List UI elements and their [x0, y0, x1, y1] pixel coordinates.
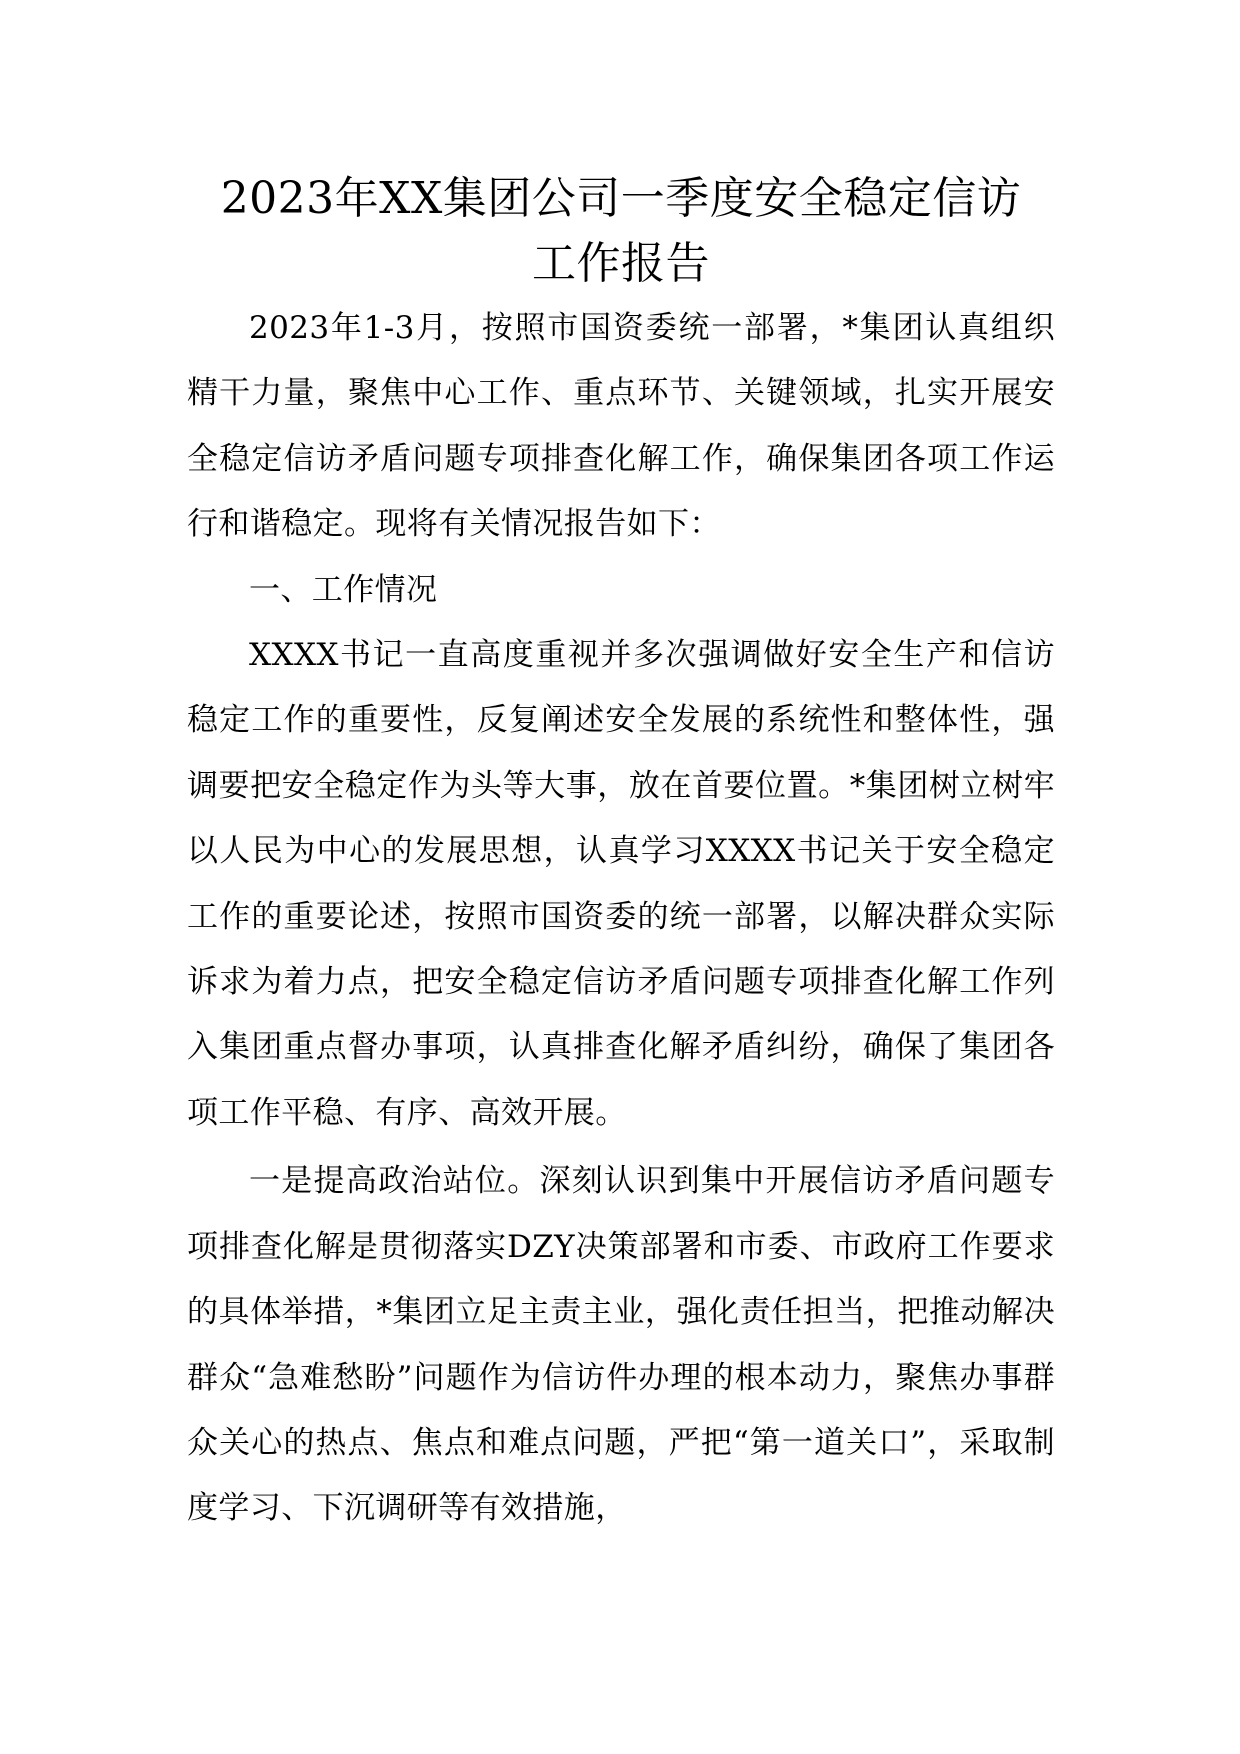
work-status-paragraph: XXXX书记一直高度重视并多次强调做好安全生产和信访稳定工作的重要性，反复阐述安全发展的系统性和整体性，强调要把安全稳定作为头等大事，放在首要位置。*集团树立树牢以人民为中心的发展思想，认真学习XXXX书记关于安全稳定工作的重要论述，按照市国资委的统一部署，以解决群众实际诉求为着力点，把安全稳定信访矛盾问题专项排查化解工作列入集团重点督办事项，认真排查化解矛盾纠纷，确保了集团各项工作平稳、有序、高效开展。	[187, 637, 1055, 1131]
title-line-1: 2023年XX集团公司一季度安全稳定信访	[220, 173, 1022, 224]
document-title	[187, 166, 1055, 296]
document-page	[187, 166, 1055, 1542]
section-heading-work-status: 一、工作情况	[249, 571, 438, 608]
intro-paragraph: 2023年1-3月，按照市国资委统一部署，*集团认真组织精干力量，聚焦中心工作、重点环节、关键领域，扎实开展安全稳定信访矛盾问题专项排查化解工作，确保集团各项工作运行和谐稳定。现将有关情况报告如下：	[187, 310, 1055, 543]
title-line-2: 工作报告	[532, 238, 710, 289]
political-stance-paragraph: 一是提高政治站位。深刻认识到集中开展信访矛盾问题专项排查化解是贯彻落实DZY决策部署和市委、市政府工作要求的具体举措，*集团立足主责主业，强化责任担当，把推动解决群众“急难愁盼”问题作为信访件办理的根本动力，聚焦办事群众关心的热点、焦点和难点问题，严把“第一道关口”，采取制度学习、下沉调研等有效措施，	[187, 1163, 1055, 1527]
